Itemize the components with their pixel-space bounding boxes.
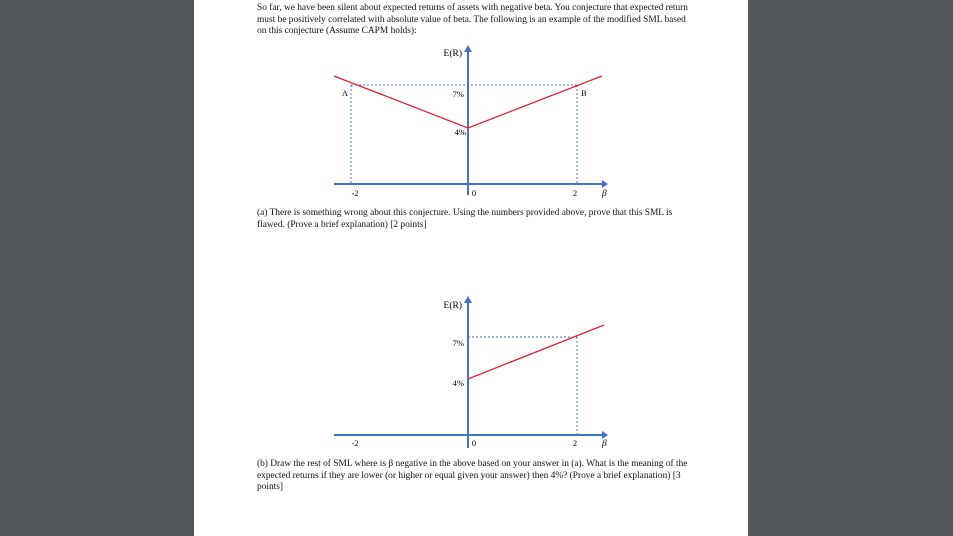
x-axis-label: β — [602, 439, 607, 449]
point-label-b: B — [581, 88, 587, 98]
chart-sml-positive-beta — [194, 255, 748, 455]
x-tick-neg2: -2 — [351, 188, 359, 198]
y-label-4pct: 4% — [454, 127, 466, 137]
y-label-4pct: 4% — [452, 378, 464, 388]
y-label-7pct: 7% — [452, 338, 464, 348]
y-axis-label: E(R) — [443, 301, 462, 311]
chart-sml-conjecture — [194, 0, 748, 210]
x-tick-2: 2 — [572, 188, 578, 198]
x-tick-0: 0 — [471, 188, 477, 198]
y-axis-label: E(R) — [443, 49, 462, 59]
y-label-7pct: 7% — [452, 89, 464, 99]
y-axis-arrow — [464, 296, 472, 303]
question-a-paragraph: (a) There is something wrong about this conjecture. Using the numbers provided above, prove that this SML is flawed. (Prove a brief explanation) [2 points] — [257, 208, 673, 230]
y-axis-arrow — [464, 45, 472, 52]
x-tick-neg2: -2 — [351, 438, 359, 448]
sml-right-line — [468, 76, 602, 128]
point-label-a: A — [341, 88, 348, 98]
x-tick-0: 0 — [471, 438, 477, 448]
document-page — [194, 0, 748, 536]
question-b-paragraph: (b) Draw the rest of SML where is β negative in the above based on your answer in (a). What is the meaning of the expected returns if they are lower (or higher or equal given your answer) then 4%? (Prove a brief explanation) [3 points] — [257, 459, 688, 493]
x-axis-arrow — [602, 180, 608, 188]
intro-paragraph: So far, we have been silent about expected returns of assets with negative beta. You conjecture that expected return must be positively correlated with absolute value of beta. The following is an example of the modified SML based on this conjecture (Assume CAPM holds): — [257, 3, 688, 37]
sml-line — [468, 325, 604, 379]
sml-left-line — [334, 76, 468, 128]
x-axis-arrow — [602, 431, 608, 439]
x-axis-label: β — [602, 189, 607, 199]
x-tick-2: 2 — [572, 438, 578, 448]
